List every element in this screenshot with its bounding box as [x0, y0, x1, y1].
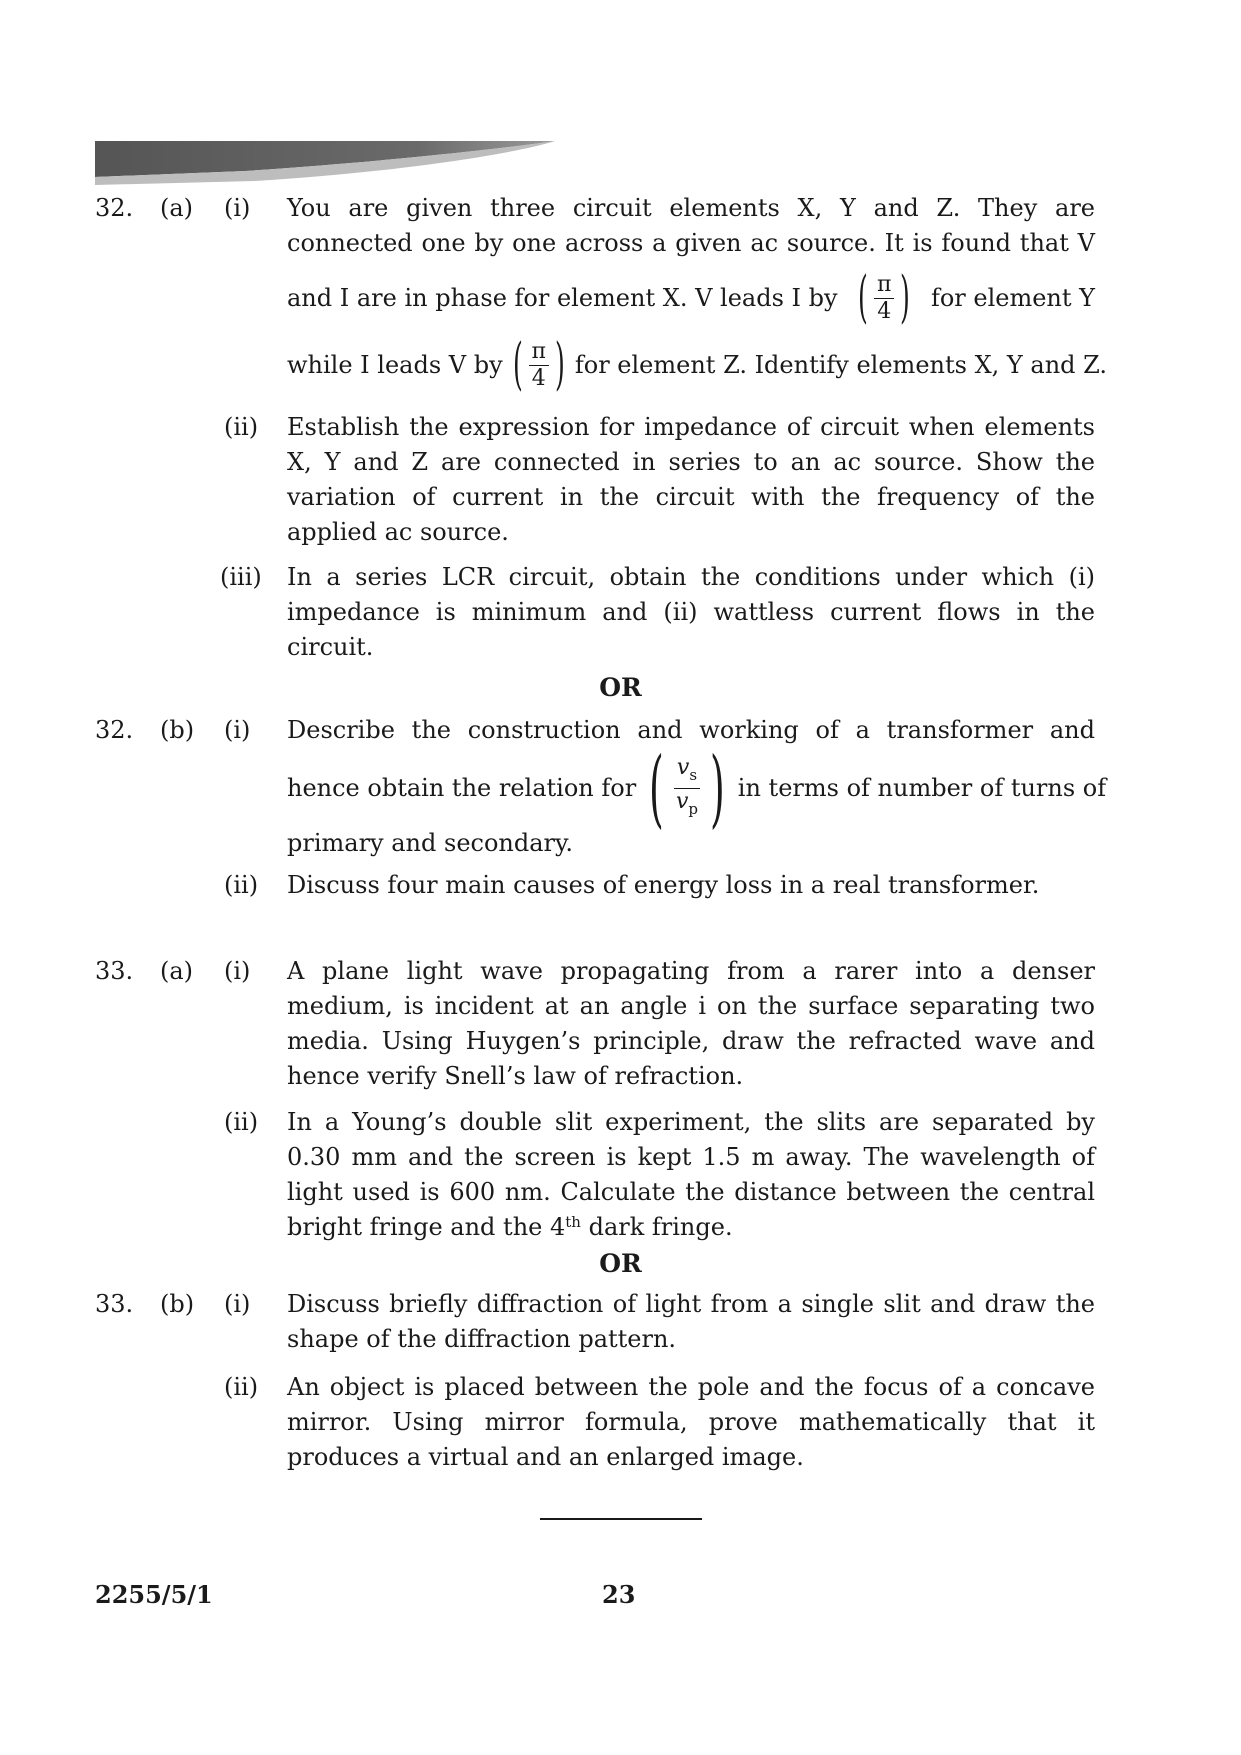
question-text: Describe the construction and working of a transformer and [287, 716, 1095, 744]
header-bar [95, 141, 555, 187]
fraction-pi-over-4: ( $\frac{\pi}{4}$ ) [512, 332, 565, 397]
numerator: $v_s$ [674, 755, 700, 789]
question-part: (a) [160, 957, 194, 985]
sub-part-label: (ii) [224, 1108, 259, 1136]
sub-part-label: (ii) [224, 413, 259, 441]
denominator: $v_p$ [675, 788, 698, 818]
text-segment: while I leads V by [287, 350, 503, 379]
denominator: 4 [877, 298, 892, 324]
text-segment: for element Z. Identify elements X, Y and Z. [574, 350, 1108, 379]
or-divider: OR [599, 673, 642, 702]
question-number: 33. [95, 957, 134, 985]
sub-part-label: (ii) [224, 871, 259, 899]
fraction-vs-over-vp: ( $\frac{v_s}{v_p}$ ) [649, 739, 725, 837]
question-number: 32. [95, 716, 134, 744]
question-text: Discuss four main causes of energy loss in a real transformer. [287, 871, 1040, 899]
sub-part-label: (iii) [220, 563, 262, 591]
paper-code: 2255/5/1 [95, 1580, 213, 1609]
text-segment: in terms of number of turns of [737, 773, 1107, 802]
q32a-i-line3 [287, 265, 1095, 330]
end-rule [540, 1518, 702, 1520]
question-part: (b) [160, 716, 195, 744]
page-number: 23 [602, 1580, 636, 1609]
denominator: 4 [531, 365, 546, 391]
question-part: (b) [160, 1290, 195, 1318]
superscript-th: th [565, 1213, 581, 1231]
question-number: 32. [95, 194, 134, 222]
numerator: π [529, 339, 549, 366]
text-segment: for element Y [930, 283, 1095, 312]
question-number: 33. [95, 1290, 134, 1318]
numerator: π [874, 272, 894, 299]
sub-part-label: (i) [224, 957, 251, 985]
question-text: An object is placed between the pole and the focus of a concave mirror. Using mirror formula, prove mathematically that it produces a virtual and an enlarged image. [287, 1373, 1095, 1471]
or-divider: OR [599, 1249, 642, 1278]
question-part: (a) [160, 194, 194, 222]
q32a-i-line4 [287, 332, 1108, 397]
question-text: Discuss briefly diffraction of light from a single slit and draw the shape of the diffraction pattern. [287, 1290, 1095, 1353]
q32b-i-line2 [287, 739, 1107, 837]
question-text: You are given three circuit elements X, Y and Z. They are connected one by one across a given ac source. It is found that V [287, 194, 1095, 257]
sub-part-label: (ii) [224, 1373, 259, 1401]
question-text: Establish the expression for impedance of circuit when elements X, Y and Z are connected in series to an ac source. Show the variation of current in the circuit with the frequency of the applied ac source. [287, 413, 1095, 546]
text-segment: and I are in phase for element X. V leads I by [287, 283, 838, 312]
text-segment: hence obtain the relation for [287, 773, 637, 802]
sub-part-label: (i) [224, 194, 251, 222]
question-text: In a series LCR circuit, obtain the conditions under which (i) impedance is minimum and (ii) wattless current flows in the circuit. [287, 563, 1095, 661]
sub-part-label: (i) [224, 716, 251, 744]
question-text: In a Young’s double slit experiment, the slits are separated by 0.30 mm and the screen is kept 1.5 m away. The wavelength of light used is 600 nm. Calculate the distance between the central bright fringe and the 4th dark fringe. [287, 1108, 1095, 1241]
sub-part-label: (i) [224, 1290, 251, 1318]
q32b-i-line3: primary and secondary. [287, 829, 574, 857]
question-text: A plane light wave propagating from a rarer into a denser medium, is incident at an angle i on the surface separating two media. Using Huygen’s principle, draw the refracted wave and hence verify Snell’s law of refraction. [287, 957, 1095, 1090]
fraction-pi-over-4: ( $\frac{\pi}{4}$ ) [858, 265, 911, 330]
